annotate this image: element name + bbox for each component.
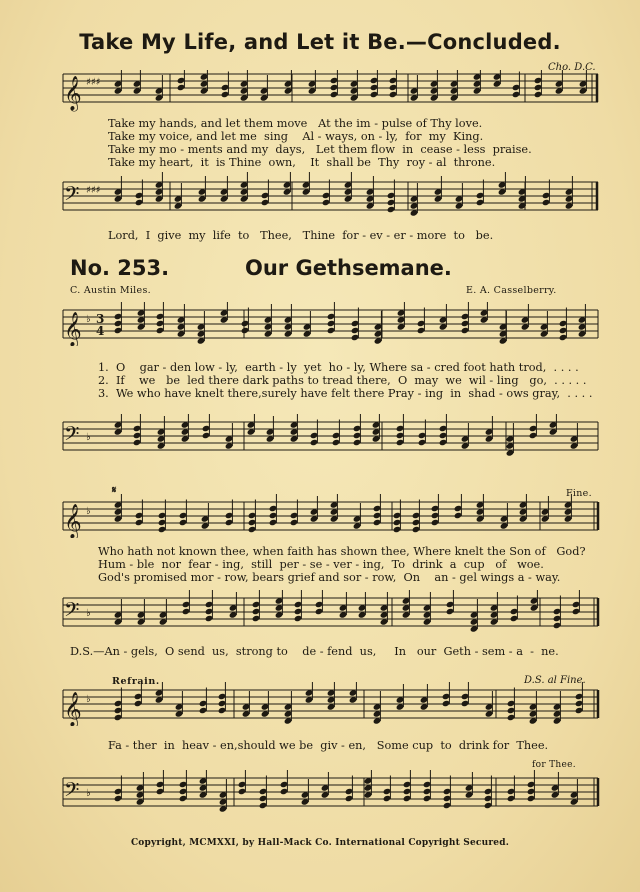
bass-staff-top — [0, 172, 640, 220]
segno-mark: 𝄋 — [112, 485, 117, 496]
ds-lyric: D.S.—An - gels, O send us, strong to de - fend us, In our Geth - sem - a - ne. — [70, 645, 559, 658]
verse-line: Hum - ble nor fear - ing, still per - se - ver - ing, To drink a cup of woe. — [98, 558, 544, 571]
fine-mark: Fine. — [566, 488, 592, 499]
svg-text:𝄞: 𝄞 — [64, 312, 82, 346]
svg-text:𝄞: 𝄞 — [64, 504, 82, 538]
svg-text:♯♯♯: ♯♯♯ — [86, 77, 101, 88]
svg-text:𝄢: 𝄢 — [64, 598, 80, 626]
svg-text:𝄞: 𝄞 — [64, 692, 82, 726]
svg-text:𝄢: 𝄢 — [64, 778, 80, 806]
verse-line: Who hath not known thee, when faith has shown thee, Where knelt the Son of God? — [98, 545, 586, 558]
copyright-footer: Copyright, MCMXXI, by Hall-Mack Co. International Copyright Secured. — [130, 838, 510, 848]
svg-text:4: 4 — [96, 324, 105, 338]
lyricist-credit: C. Austin Miles. — [70, 285, 151, 296]
svg-text:♭: ♭ — [86, 608, 91, 619]
verse-line: Take my heart, it is Thine own, It shall be Thy roy - al throne. — [108, 156, 496, 169]
svg-text:𝄢: 𝄢 — [64, 182, 80, 210]
refrain-line: Fa - ther in heav - en,should we be giv - en, Some cup to drink for Thee. — [108, 739, 549, 752]
treble-staff-3 — [0, 682, 640, 726]
svg-text:♭: ♭ — [86, 314, 91, 325]
svg-text:3: 3 — [96, 312, 105, 326]
verse-line: 2. If we be led there dark paths to tread there, O may we wil - ling go, . . . . . — [98, 374, 587, 387]
svg-text:♭: ♭ — [86, 788, 91, 799]
verse-line: Take my voice, and let me sing Al - ways, on - ly, for my King. — [108, 130, 484, 143]
svg-text:♯♯♯: ♯♯♯ — [86, 185, 101, 196]
bass-staff-2 — [0, 590, 640, 638]
refrain-label: Refrain. — [112, 676, 160, 687]
verse-line: Take my mo - ments and my days, Let them flow in cease - less praise. — [108, 143, 532, 156]
treble-staff-2 — [0, 494, 640, 538]
chorus-dc-mark: Cho. D.C. — [548, 62, 596, 73]
chorus-line: Lord, I give my life to Thee, Thine for - ev - er - more to be. — [108, 229, 494, 242]
svg-text:♭: ♭ — [86, 694, 91, 705]
hymn-number: No. 253. — [70, 256, 170, 280]
page-title: Take My Life, and Let it Be.—Concluded. — [79, 30, 561, 54]
verse-line: 3. We who have knelt there,surely have felt there Pray - ing in shad - ows gray, . . . . — [98, 387, 593, 400]
treble-staff-top — [0, 70, 640, 112]
svg-text:𝄢: 𝄢 — [64, 422, 80, 450]
bass-staff-1 — [0, 414, 640, 464]
bass-staff-3 — [0, 770, 640, 820]
treble-staff-1 — [0, 302, 640, 346]
for-thee-cue: for Thee. — [532, 760, 576, 770]
composer-credit: E. A. Casselberry. — [466, 285, 557, 296]
svg-text:♭: ♭ — [86, 506, 91, 517]
verse-line: God's promised mor - row, bears grief and sor - row, On an - gel wings a - way. — [98, 571, 561, 584]
hymn-title: Our Gethsemane. — [245, 256, 452, 280]
svg-text:𝄞: 𝄞 — [64, 76, 82, 111]
svg-text:♭: ♭ — [86, 432, 91, 443]
verse-line: 1. O gar - den low - ly, earth - ly yet ho - ly, Where sa - cred foot hath trod, . . . . — [98, 361, 579, 374]
verse-line: Take my hands, and let them move At the im - pulse of Thy love. — [108, 117, 483, 130]
ds-al-fine-mark: D.S. al Fine. — [524, 675, 586, 686]
